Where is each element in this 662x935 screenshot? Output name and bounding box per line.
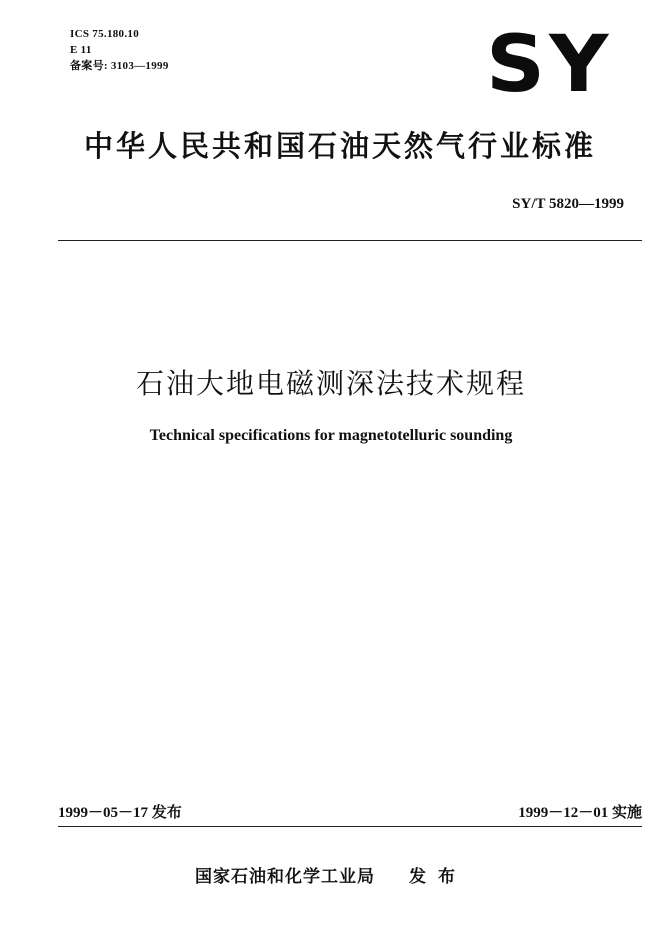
ics-code: ICS 75.180.10 [70,28,139,40]
issue-date: 1999－05－17 发布 [58,805,182,821]
document-title-english: Technical specifications for magnetotelluric sounding [149,427,513,444]
bottom-divider [58,826,642,827]
standard-number: SY/T 5820—1999 [512,196,624,212]
publisher-action: 发布 [409,867,467,887]
implementation-date: 1999－12－01 实施 [518,805,642,821]
record-number: 备案号: 3103—1999 [70,60,169,72]
standard-title: 中华人民共和国石油天然气行业标准 [83,129,596,163]
top-divider [58,240,642,241]
publisher-line [0,862,662,887]
sy-logo: SY [486,20,613,110]
publisher-name: 国家石油和化学工业局 [195,867,375,887]
classification-code: E 11 [70,44,92,56]
document-title-chinese: 石油大地电磁测深法技术规程 [135,367,526,400]
